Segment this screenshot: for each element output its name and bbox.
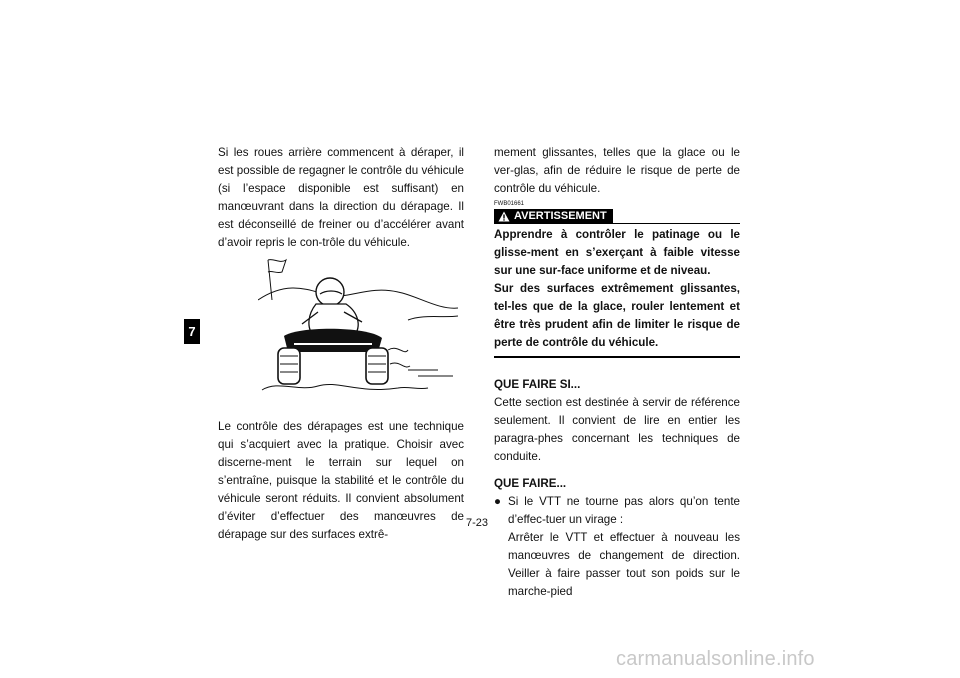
bullet-continuation: Arrêter le VTT et effectuer à nouveau les manœuvres de changement de direction. Veiller à faire passer tout son poids sur le marche-pied — [508, 530, 740, 598]
right-paragraph-cont: mement glissantes, telles que la glace ou le ver-glas, afin de réduire le risque de perte de contrôle du véhicule. — [494, 146, 740, 195]
reference-code: FWB01661 — [494, 201, 525, 207]
section-intro: Cette section est destinée à servir de référence seulement. Il convient de lire en entier les paragra-phes concernant les techniques de conduite. — [494, 395, 740, 463]
warning-header — [494, 208, 740, 224]
warning-label-box — [494, 209, 613, 224]
left-paragraph-1: Si les roues arrière commencent à déraper, il est possible de regagner le contrôle du véhicule (si l’espace disponible est suffisant) en manœuvrant dans la direction du dérapage. Il est déconseillé de freiner ou d’accélérer avant d’avoir repris le con-trôle du véhicule. — [218, 146, 464, 249]
page-number: 7-23 — [466, 517, 489, 529]
warning-triangle-icon — [498, 211, 510, 222]
chapter-tab: 7 — [184, 319, 200, 344]
heading-que-faire-si: QUE FAIRE SI... — [494, 377, 581, 391]
heading-que-faire: QUE FAIRE... — [494, 476, 567, 490]
watermark: carmanualsonline.info — [616, 648, 815, 670]
right-column — [494, 144, 740, 601]
left-column — [218, 144, 464, 252]
left-lower-text — [218, 418, 464, 544]
bullet-item — [494, 493, 740, 529]
left-paragraph-2: Le contrôle des dérapages est une technique qui s’acquiert avec la pratique. Choisir avec discerne-ment le terrain sur lequel on s’entraîne, puisque la stabilité et le contrôle du véhicule seront réduits. Il convient absolument d’éviter d’effectuer des manœuvres de dérapage sur des surfaces extrê- — [218, 420, 464, 541]
warning-text: Apprendre à contrôler le patinage ou le glisse-ment en s’exerçant à faible vitesse sur une sur-face uniforme et de niveau. — [494, 228, 740, 277]
warning-rule — [613, 223, 740, 224]
atv-illustration — [258, 240, 458, 410]
bullet-text: Si le VTT ne tourne pas alors qu’on tente d’effec-tuer un virage : — [508, 494, 740, 526]
bullet-icon: ● — [494, 494, 502, 508]
warning-label: AVERTISSEMENT — [514, 210, 607, 222]
warning-text-2: Sur des surfaces extrêmement glissantes, tel-les que de la glace, rouler lentement et être très prudent afin de limiter le risque de perte de contrôle du véhicule. — [494, 282, 740, 349]
